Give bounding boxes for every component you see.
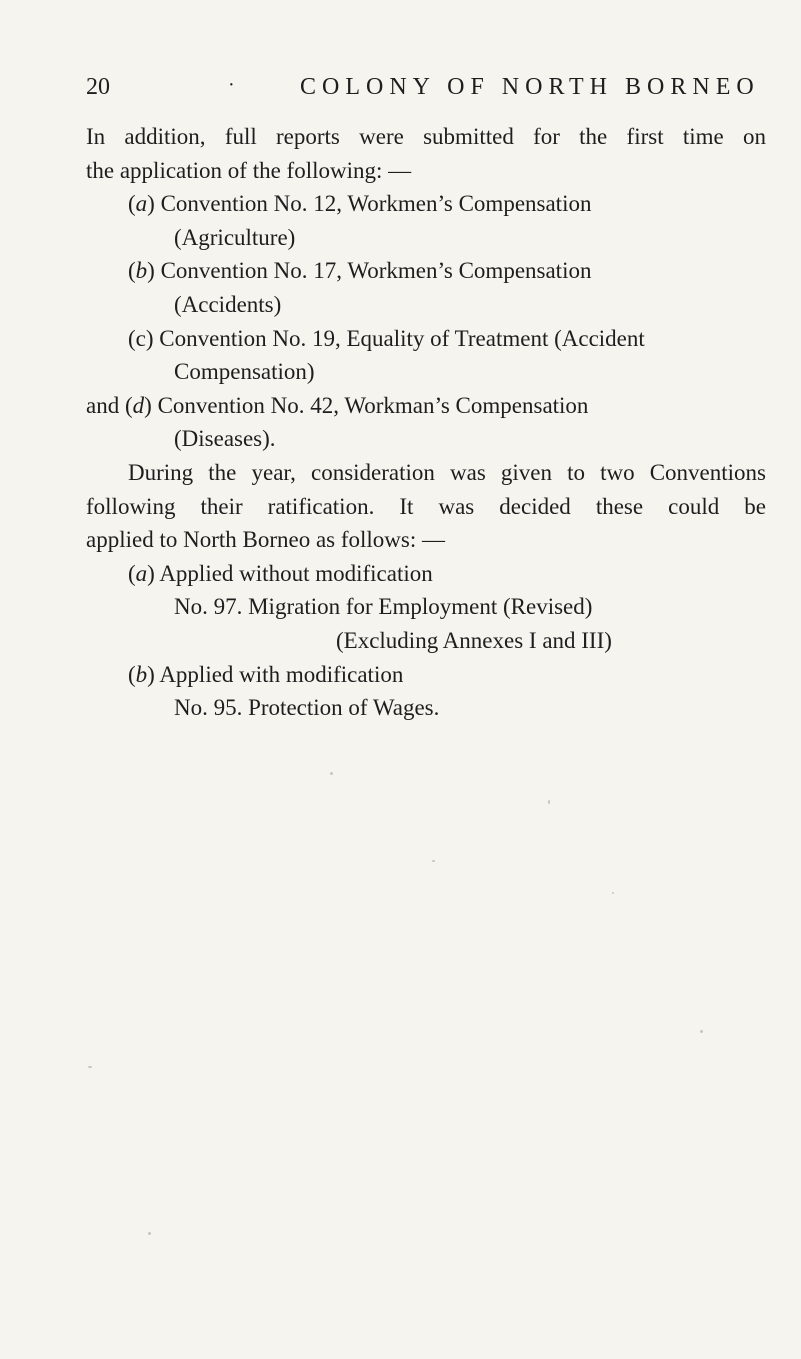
applied-with-label: (b) [128, 661, 155, 687]
running-head: COLONY OF NORTH BORNEO [300, 74, 760, 100]
intro-line-2: the application of the following: — [86, 157, 412, 183]
report-item-c-continuation: Compensation) [174, 359, 315, 385]
report-item-label: (b) [128, 258, 155, 284]
report-item-label: (c) [128, 325, 154, 351]
report-item-text: Convention No. 19, Equality of Treatment (Accident [153, 325, 645, 351]
report-item-label: (a) [128, 191, 155, 217]
report-item-d-continuation: (Diseases). [174, 426, 276, 452]
consideration-line-3: applied to North Borneo as follows: — [86, 527, 446, 553]
applied-with-text: Applied with modification [154, 661, 404, 687]
paper-speck [148, 1232, 151, 1235]
page-number: 20 [86, 74, 110, 100]
report-item-label: (d) [124, 392, 152, 418]
report-item-a-continuation: (Agriculture) [174, 224, 296, 250]
report-item-text: Convention No. 12, Workmen’s Compensation [154, 191, 592, 217]
paper-speck [700, 1030, 703, 1033]
header-separator: · [228, 74, 235, 96]
consideration-line-1: During the year, consideration was given to two Conventions [128, 459, 766, 485]
consideration-line-2: following their ratification. It was decided these could be [86, 493, 766, 519]
applied-with-item [86, 658, 766, 692]
applied-without-convention: No. 97. Migration for Employment (Revised) [174, 594, 593, 620]
report-item-b [86, 254, 766, 288]
intro-line-1: In addition, full reports were submitted for the first time on [86, 124, 766, 149]
paper-speck [432, 860, 435, 862]
report-item-text: Convention No. 42, Workman’s Compensation [151, 392, 589, 418]
applied-without-note: (Excluding Annexes I and III) [336, 627, 612, 653]
report-item-b-continuation: (Accidents) [174, 291, 282, 317]
report-item-a [86, 187, 766, 221]
body-text [86, 120, 766, 725]
report-item-c [86, 322, 766, 356]
paper-speck [330, 772, 333, 775]
report-item-d [86, 389, 766, 423]
applied-without-item [86, 557, 766, 591]
page-header [86, 66, 760, 106]
report-item-prefix: and [86, 392, 125, 418]
paper-speck [88, 1066, 92, 1068]
paper-speck [612, 892, 614, 894]
applied-with-convention: No. 95. Protection of Wages. [174, 695, 440, 721]
report-item-text: Convention No. 17, Workmen’s Compensation [154, 258, 592, 284]
applied-without-text: Applied without modification [154, 560, 433, 586]
paper-speck [548, 800, 550, 804]
applied-without-label: (a) [128, 560, 155, 586]
